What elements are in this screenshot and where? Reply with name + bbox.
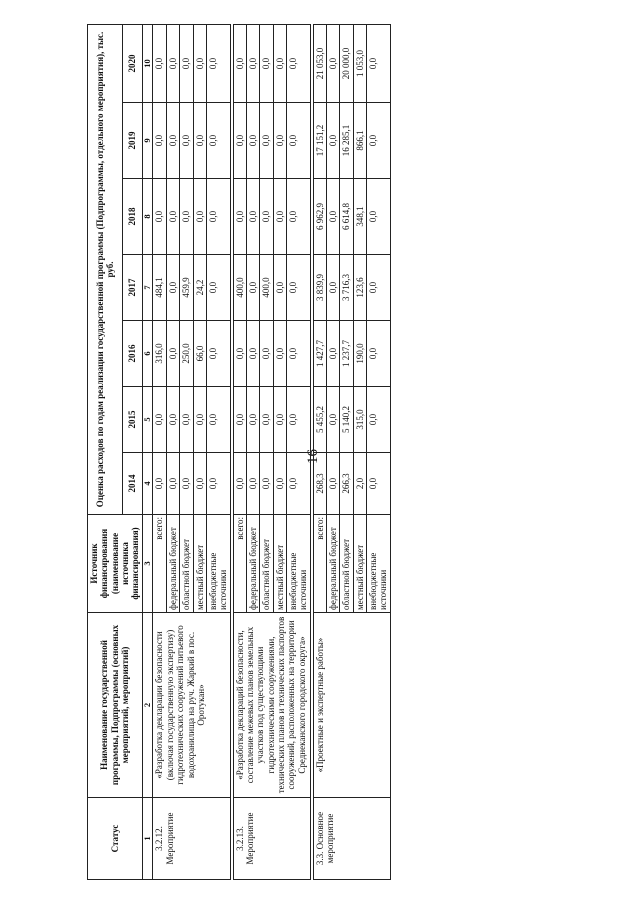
value-cell: 0,0	[246, 255, 259, 321]
value-cell: 0,0	[206, 255, 230, 321]
column-index: 7	[142, 255, 153, 321]
value-cell: 2,0	[353, 453, 366, 515]
source-label: областной бюджет	[180, 515, 193, 613]
value-cell: 5 455,2	[313, 387, 326, 453]
value-cell: 1 053,0	[353, 24, 366, 102]
value-cell: 0,0	[326, 24, 339, 102]
value-cell: 0,0	[233, 387, 246, 453]
value-cell: 0,0	[166, 321, 179, 387]
value-cell: 400,0	[260, 255, 273, 321]
value-cell: 348,1	[353, 179, 366, 255]
value-cell: 123,6	[353, 255, 366, 321]
header-year: 2015	[123, 387, 143, 453]
value-cell: 20 000,0	[340, 24, 353, 102]
value-cell: 0,0	[166, 103, 179, 179]
value-cell: 0,0	[286, 103, 310, 179]
value-cell: 0,0	[153, 453, 166, 515]
value-cell: 400,0	[233, 255, 246, 321]
value-cell: 0,0	[233, 24, 246, 102]
value-cell: 484,1	[153, 255, 166, 321]
value-cell: 0,0	[153, 179, 166, 255]
value-cell: 0,0	[193, 179, 206, 255]
value-cell: 0,0	[180, 24, 193, 102]
header-source: Источник финансирования (наименование источника финансирования)	[88, 515, 143, 613]
value-cell: 266,3	[340, 453, 353, 515]
value-cell: 0,0	[286, 321, 310, 387]
value-cell: 0,0	[366, 321, 390, 387]
value-cell: 0,0	[273, 255, 286, 321]
header-year: 2016	[123, 321, 143, 387]
source-label: местный бюджет	[273, 515, 286, 613]
value-cell: 0,0	[193, 24, 206, 102]
value-cell: 0,0	[246, 103, 259, 179]
value-cell: 0,0	[273, 321, 286, 387]
value-cell: 315,0	[353, 387, 366, 453]
status-cell: 3.2.12. Мероприятие	[153, 798, 230, 880]
value-cell: 0,0	[206, 387, 230, 453]
value-cell: 190,0	[353, 321, 366, 387]
source-label: федеральный бюджет	[166, 515, 179, 613]
value-cell: 0,0	[273, 387, 286, 453]
value-cell: 0,0	[273, 103, 286, 179]
value-cell: 0,0	[180, 453, 193, 515]
header-year: 2020	[123, 24, 143, 102]
column-index: 9	[142, 103, 153, 179]
value-cell: 0,0	[260, 321, 273, 387]
value-cell: 16 285,1	[340, 103, 353, 179]
value-cell: 0,0	[206, 103, 230, 179]
value-cell: 0,0	[193, 387, 206, 453]
value-cell: 0,0	[286, 453, 310, 515]
source-label: внебюджетные источники	[286, 515, 310, 613]
value-cell: 0,0	[260, 103, 273, 179]
value-cell: 0,0	[153, 387, 166, 453]
value-cell: 0,0	[166, 387, 179, 453]
name-cell: «Проектные и экспертные работы»	[313, 613, 390, 798]
column-index: 5	[142, 387, 153, 453]
value-cell: 0,0	[153, 103, 166, 179]
value-cell: 0,0	[326, 321, 339, 387]
column-index: 10	[142, 24, 153, 102]
value-cell: 0,0	[260, 387, 273, 453]
value-cell: 0,0	[260, 179, 273, 255]
value-cell: 0,0	[273, 453, 286, 515]
column-index: 8	[142, 179, 153, 255]
value-cell: 459,9	[180, 255, 193, 321]
value-cell: 1 237,7	[340, 321, 353, 387]
value-cell: 6 962,9	[313, 179, 326, 255]
value-cell: 17 151,2	[313, 103, 326, 179]
value-cell: 0,0	[246, 453, 259, 515]
value-cell: 0,0	[233, 179, 246, 255]
value-cell: 0,0	[366, 453, 390, 515]
column-index: 3	[142, 515, 153, 613]
value-cell: 0,0	[180, 387, 193, 453]
header-year: 2018	[123, 179, 143, 255]
value-cell: 0,0	[180, 103, 193, 179]
value-cell: 0,0	[233, 321, 246, 387]
column-index: 6	[142, 321, 153, 387]
status-cell: 3.3. Основное мероприятие	[313, 798, 390, 880]
table-row	[313, 24, 326, 879]
table-row	[233, 24, 246, 879]
header-year: 2019	[123, 103, 143, 179]
name-cell: «Разработка декларации безопасности (включая государственную экспертизу) гидротехнических сооружений питьевого водохранилища на руч. Жаркий в пос. Оротукан»	[153, 613, 230, 798]
value-cell: 0,0	[286, 255, 310, 321]
header-status: Статус	[88, 798, 143, 880]
value-cell: 0,0	[326, 103, 339, 179]
value-cell: 0,0	[366, 255, 390, 321]
value-cell: 24,2	[193, 255, 206, 321]
value-cell: 0,0	[326, 387, 339, 453]
value-cell: 0,0	[180, 179, 193, 255]
value-cell: 0,0	[246, 24, 259, 102]
value-cell: 0,0	[366, 103, 390, 179]
value-cell: 3 839,9	[313, 255, 326, 321]
source-label: внебюджетные источники	[206, 515, 230, 613]
table-row	[153, 24, 166, 879]
value-cell: 0,0	[166, 453, 179, 515]
value-cell: 5 140,2	[340, 387, 353, 453]
value-cell: 0,0	[233, 453, 246, 515]
source-label: всего:	[233, 515, 246, 613]
source-label: всего:	[313, 515, 326, 613]
value-cell: 0,0	[273, 24, 286, 102]
budget-table	[87, 24, 391, 880]
source-label: всего:	[153, 515, 166, 613]
column-index: 1	[142, 798, 153, 880]
status-cell: 3.2.13. Мероприятие	[233, 798, 310, 880]
value-cell: 0,0	[193, 103, 206, 179]
value-cell: 0,0	[246, 387, 259, 453]
value-cell: 66,0	[193, 321, 206, 387]
value-cell: 0,0	[366, 179, 390, 255]
value-cell: 866,1	[353, 103, 366, 179]
value-cell: 250,0	[180, 321, 193, 387]
value-cell: 0,0	[326, 179, 339, 255]
name-cell: «Разработка деклараций безопасности, составление межевых планов земельных участков под существующими гидротехническими сооружениями, технических планов и технических паспортов сооружений, расположенных на территории Среднеканского городского округа»	[233, 613, 310, 798]
value-cell: 0,0	[326, 453, 339, 515]
value-cell: 0,0	[246, 321, 259, 387]
value-cell: 0,0	[260, 24, 273, 102]
column-index: 4	[142, 453, 153, 515]
source-label: местный бюджет	[353, 515, 366, 613]
value-cell: 0,0	[206, 321, 230, 387]
value-cell: 0,0	[326, 255, 339, 321]
source-label: внебюджетные источники	[366, 515, 390, 613]
value-cell: 316,0	[153, 321, 166, 387]
value-cell: 0,0	[246, 179, 259, 255]
column-index: 2	[142, 613, 153, 798]
value-cell: 0,0	[206, 24, 230, 102]
rotated-table-wrapper	[87, 25, 560, 880]
value-cell: 21 053,0	[313, 24, 326, 102]
header-name: Наименование государственной программы, Подпрограммы (основных мероприятий, мероприятий)	[88, 613, 143, 798]
source-label: местный бюджет	[193, 515, 206, 613]
value-cell: 0,0	[153, 24, 166, 102]
value-cell: 0,0	[286, 24, 310, 102]
source-label: областной бюджет	[340, 515, 353, 613]
value-cell: 0,0	[166, 255, 179, 321]
header-year: 2014	[123, 453, 143, 515]
header-year: 2017	[123, 255, 143, 321]
header-estimate: Оценка расходов по годам реализации государственной программы (Подпрограммы, отдельного мероприятия), тыс. руб.	[88, 24, 123, 514]
value-cell: 0,0	[166, 24, 179, 102]
value-cell: 0,0	[273, 179, 286, 255]
value-cell: 268,3	[313, 453, 326, 515]
value-cell: 0,0	[206, 453, 230, 515]
source-label: федеральный бюджет	[326, 515, 339, 613]
value-cell: 0,0	[260, 453, 273, 515]
value-cell: 0,0	[206, 179, 230, 255]
page-number: 16	[305, 449, 321, 464]
value-cell: 0,0	[286, 179, 310, 255]
value-cell: 3 716,3	[340, 255, 353, 321]
source-label: федеральный бюджет	[246, 515, 259, 613]
value-cell: 0,0	[366, 24, 390, 102]
value-cell: 1 427,7	[313, 321, 326, 387]
value-cell: 0,0	[366, 387, 390, 453]
value-cell: 0,0	[286, 387, 310, 453]
value-cell: 0,0	[233, 103, 246, 179]
value-cell: 6 614,8	[340, 179, 353, 255]
source-label: областной бюджет	[260, 515, 273, 613]
value-cell: 0,0	[166, 179, 179, 255]
value-cell: 0,0	[193, 453, 206, 515]
